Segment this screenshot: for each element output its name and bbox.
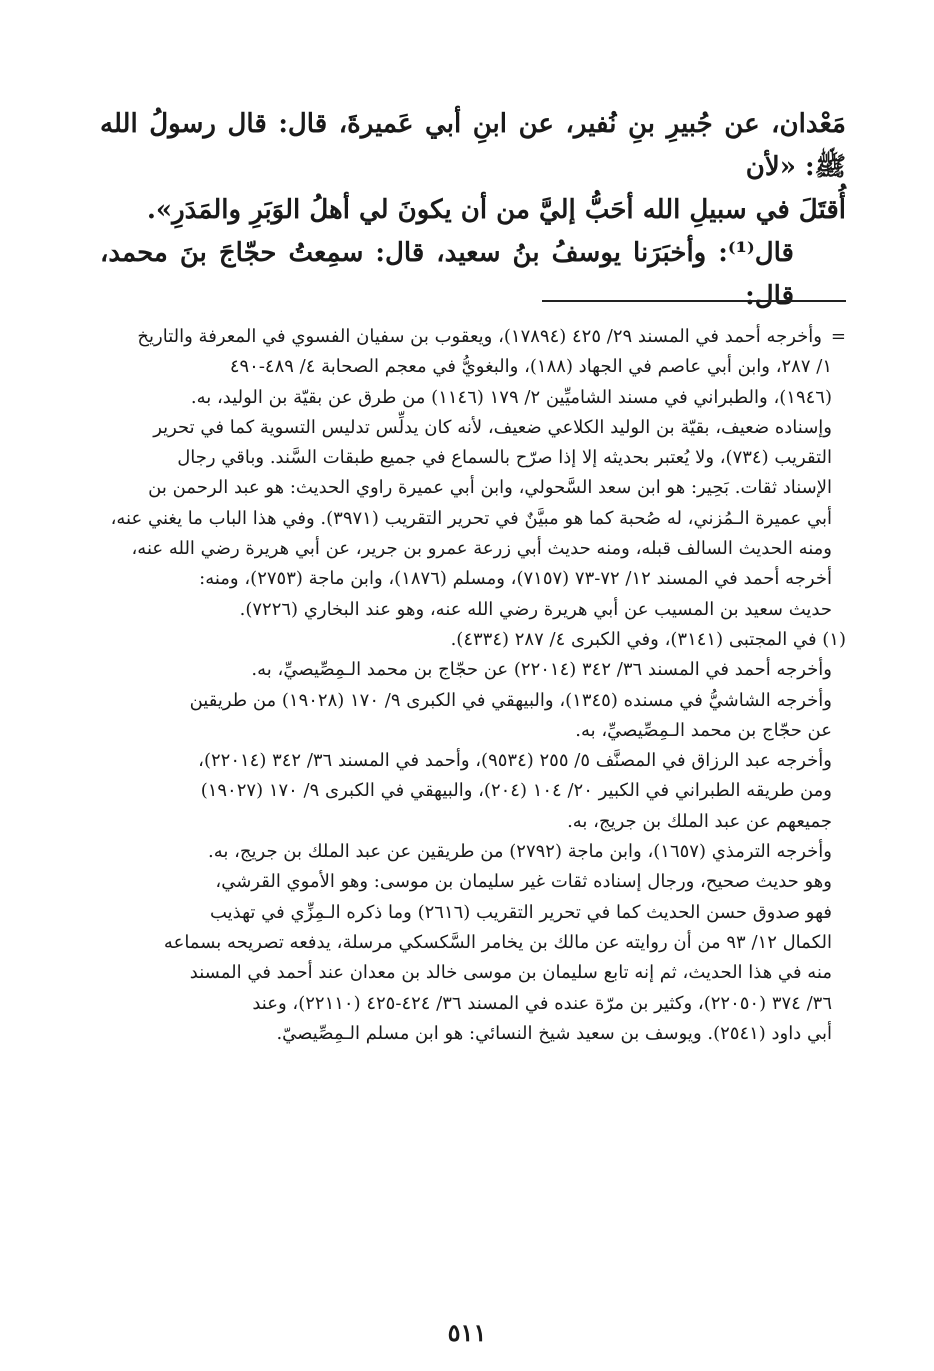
page-number: ٥١١ (447, 1318, 487, 1347)
footnote-line: أبي داود (٢٥٤١). ويوسف بن سعيد شيخ النسائي: هو ابن مسلم الـمِصِّيصيّ. (276, 1022, 832, 1044)
footnote-line: وأخرجه الترمذي (١٦٥٧)، وابن ماجة (٢٧٩٢) من طريقين عن عبد الملك بن جريج، به. (207, 841, 832, 863)
continuation-mark: = (830, 326, 846, 347)
footnote-line: =وأخرجه أحمد في المسند ٢٩/ ٤٢٥ (١٧٨٩٤)، ويعقوب بن سفيان الفسوي في المعرفة والتاريخ (104, 322, 846, 352)
main-line: قال⁽¹⁾: وأخبَرَنا يوسفُ بنُ سعيد، قال: سمِعتُ حجّاجَ بنَ محمد، قال: (100, 238, 794, 311)
main-text (100, 103, 846, 318)
footnote-separator (542, 300, 846, 302)
footnote-line: منه في هذا الحديث، ثم إنه تابع سليمان بن موسى خالد بن معدان عند أحمد في المسند (189, 962, 832, 984)
footnote-line: فهو صدوق حسن الحديث كما في تحرير التقريب (٢٦١٦) وما ذكره الـمِزِّي في تهذيب (209, 901, 832, 923)
footnote-line: وإسناده ضعيف، بقيّة بن الوليد الكلاعي ضعيف، لأنه كان يدلِّس تدليس التسوية كما في تحرير (153, 416, 832, 438)
footnote-line: ٣٦/ ٣٧٤ (٢٢٠٥٠)، وكثير بن مرّة عنده في المسند ٣٦/ ٤٢٤-٤٢٥ (٢٢١١٠)، وعند (252, 992, 832, 1014)
footnotes (104, 322, 846, 1049)
footnote-line: عن حجّاج بن محمد الـمِصِّيصيِّ، به. (575, 719, 832, 741)
main-line: أُقتَلَ في سبيلِ الله أحَبُّ إليَّ من أن يكونَ لي أهلُ الوَبَرِ والمَدَرِ». (146, 195, 846, 225)
footnote-1: (١) في المجتبى (٣١٤١)، وفي الكبرى ٤/ ٢٨٧ (٤٣٣٤). (450, 628, 846, 650)
footnote-line: أخرجه أحمد في المسند ١٢/ ٧٢-٧٣ (٧١٥٧)، ومسلم (١٨٧٦)، وابن ماجة (٢٧٥٣)، ومنه: (199, 568, 832, 590)
footnote-line: ومن طريقه الطبراني في الكبير ٢٠/ ١٠٤ (٢٠٤)، والبيهقي في الكبرى ٩/ ١٧٠ (١٩٠٢٧) (200, 780, 832, 802)
footnote-line: (١٩٤٦)، والطبراني في مسند الشاميِّين ٢/ ١٧٩ (١١٤٦) من طرق عن بقيّة بن الوليد، به. (190, 386, 832, 408)
footnote-line: ١/ ٢٨٧، وابن أبي عاصم في الجهاد (١٨٨)، والبغويُّ في معجم الصحابة ٤/ ٤٨٩-٤٩٠ (229, 356, 832, 378)
footnote-line: وهو حديث صحيح، ورجال إسناده ثقات غير سليمان بن موسى: وهو الأموي القرشي، (215, 871, 832, 893)
footnote-line: الكمال ١٢/ ٩٣ من أن روايته عن مالك بن يخامر السَّكسكي مرسلة، يدفعه تصريحه بسماعه (163, 931, 832, 953)
footnote-line: التقريب (٧٣٤)، ولا يُعتبر بحديثه إلا إذا صرّح بالسماع في جميع طبقات السَّند. وباقي رجال (177, 447, 832, 469)
footnote-line: وأخرجه عبد الرزاق في المصنَّف ٥/ ٢٥٥ (٩٥٣٤)، وأحمد في المسند ٣٦/ ٣٤٢ (٢٢٠١٤)، (198, 750, 832, 772)
footnote-line: وأخرجه أحمد في المسند ٣٦/ ٣٤٢ (٢٢٠١٤) عن حجّاج بن محمد الـمِصِّيصيِّ، به. (251, 659, 832, 681)
footnote-line: حديث سعيد بن المسيب عن أبي هريرة رضي الله عنه، وهو عند البخاري (٧٢٢٦). (239, 598, 832, 620)
main-line: مَعْدان، عن جُبيرِ بنِ نُفير، عن ابنِ أبي عَميرةَ، قال: قال رسولُ الله ﷺ: «لأن (100, 109, 846, 182)
footnote-line: الإسناد ثقات. بَحِير: هو ابن سعد السَّحولي، وابن أبي عميرة راوي الحديث: هو عبد الرحمن بن (148, 477, 832, 499)
footnote-line: أبي عميرة الـمُزني، له صُحبة كما هو مبيَّنٌ في تحرير التقريب (٣٩٧١). وفي هذا الباب ما يغني عنه، (110, 507, 832, 529)
footnote-line: ومنه الحديث السالف قبله، ومنه حديث أبي زرعة عمرو بن جرير، عن أبي هريرة رضي الله عنه، (131, 538, 832, 560)
footnote-line: جميعهم عن عبد الملك بن جريج، به. (567, 810, 832, 832)
footnote-line: وأخرجه الشاشيُّ في مسنده (١٣٤٥)، والبيهقي في الكبرى ٩/ ١٧٠ (١٩٠٢٨) من طريقين (189, 689, 832, 711)
